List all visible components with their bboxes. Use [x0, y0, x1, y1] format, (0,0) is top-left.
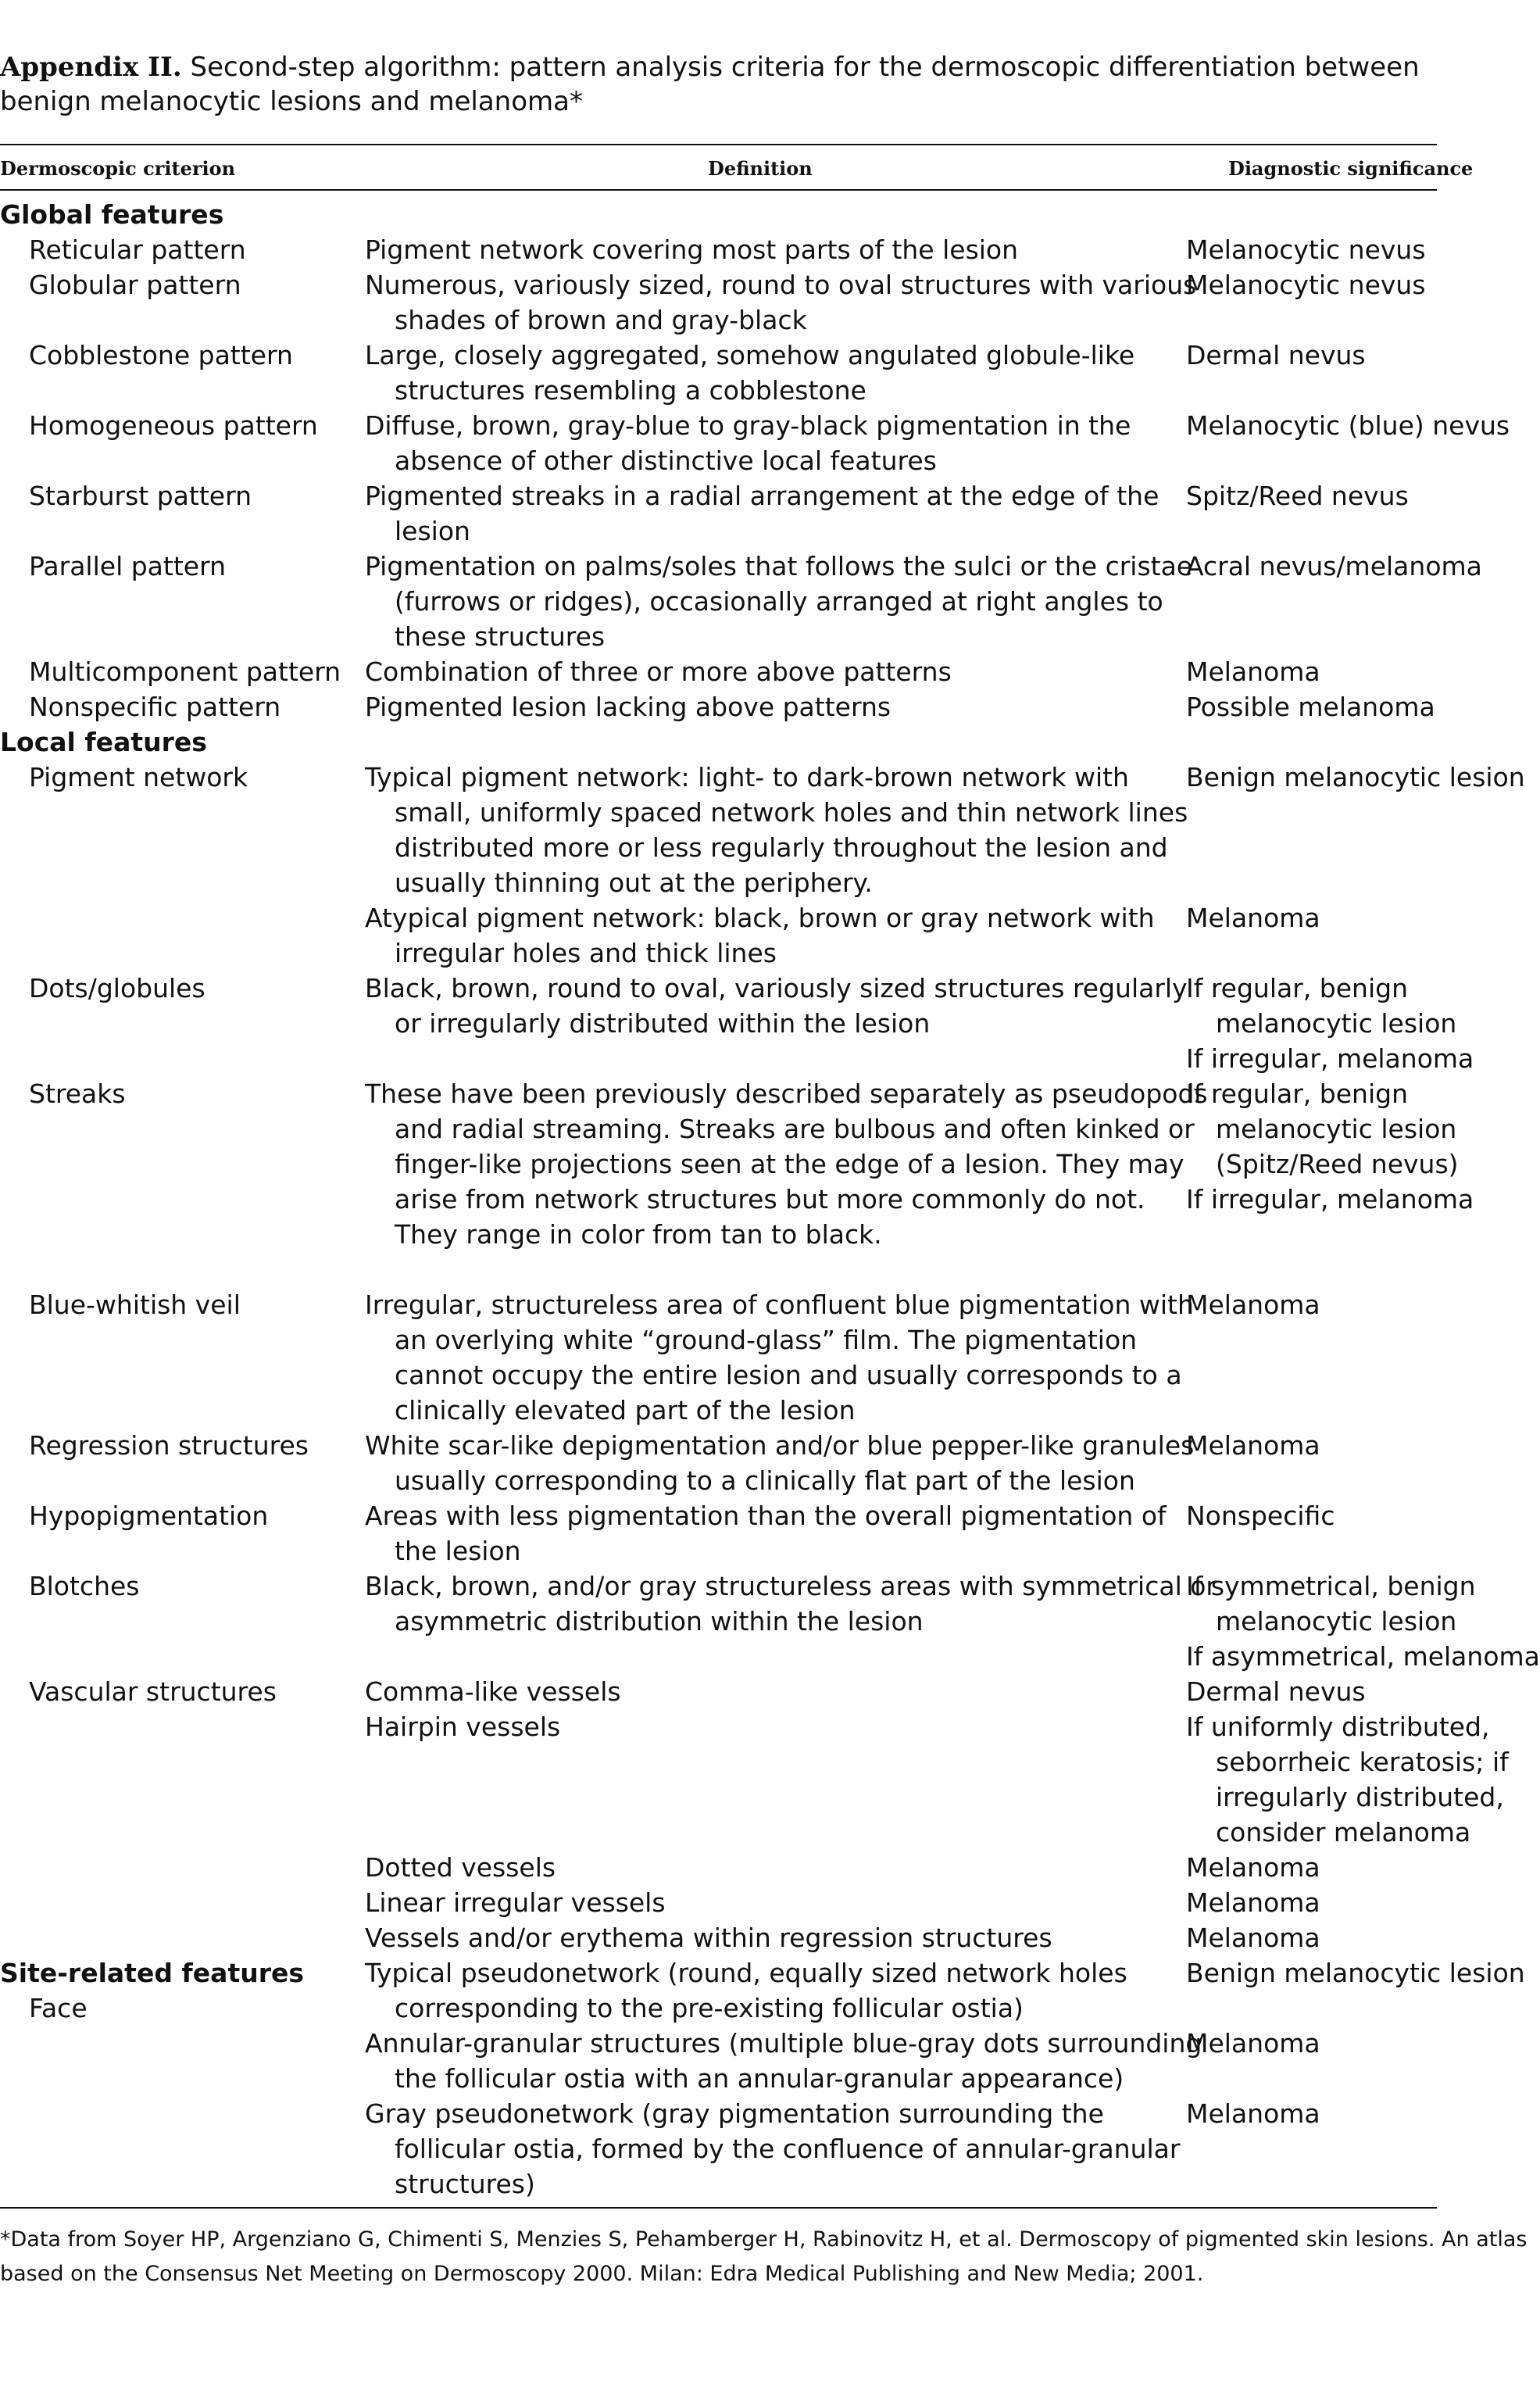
footnote [0, 2223, 1527, 2291]
definition-line: irregular holes and thick lines [395, 938, 777, 968]
section-heading: Local features [0, 727, 207, 757]
table-row [0, 1076, 1474, 1287]
definition-line: Combination of three or more above patterns [365, 656, 952, 687]
definition-line: these structures [395, 621, 606, 652]
definition-cell [365, 1885, 1177, 1920]
definition-line: structures resembling a cobblestone [395, 375, 866, 406]
significance-line: Melanoma [1186, 1887, 1320, 1918]
table-row [0, 2026, 1437, 2096]
section-row [0, 197, 1437, 232]
definition-line: Hairpin vessels [365, 1712, 561, 1742]
definition-line: Irregular, structureless area of confluent blue pigmentation with [365, 1290, 1194, 1320]
table-row [0, 689, 1437, 724]
definition-line: Pigmented lesion lacking above patterns [365, 692, 891, 722]
criterion-name: Streaks [29, 1079, 126, 1109]
criterion-name: Cobblestone pattern [29, 340, 293, 370]
significance-cell [1186, 2026, 1467, 2061]
definition-line: Atypical pigment network: black, brown or gray network with [365, 903, 1155, 933]
definition-line: the lesion [395, 1536, 521, 1566]
table-row [0, 1920, 1437, 1955]
table-header-rule [0, 189, 1437, 191]
definition-line: These have been previously described separately as pseudopods [365, 1079, 1208, 1109]
definition-line: absence of other distinctive local features [395, 445, 937, 476]
significance-line: If regular, benign [1186, 1079, 1408, 1109]
definition-cell [365, 478, 1177, 549]
definition-line: Pigment network covering most parts of the lesion [365, 234, 1019, 265]
table-row [0, 760, 1525, 900]
criterion-name: Parallel pattern [29, 551, 226, 581]
definition-cell [365, 1428, 1195, 1498]
definition-line: Annular-granular structures (multiple blue-gray dots surrounding [365, 2028, 1202, 2059]
significance-line: Melanoma [1186, 1430, 1320, 1461]
significance-line: If uniformly distributed, [1186, 1712, 1490, 1742]
definition-cell [365, 2026, 1202, 2096]
criterion-name: Multicomponent pattern [29, 656, 341, 687]
table-row [0, 1850, 1437, 1885]
significance-line: seborrheic keratosis; if [1216, 1747, 1509, 1777]
definition-cell [365, 1498, 1177, 1569]
table-row [0, 478, 1437, 549]
definition-line: Black, brown, round to oval, variously sized structures regularly [365, 973, 1188, 1003]
criterion-name: Homogeneous pattern [29, 410, 318, 441]
definition-cell [365, 2096, 1181, 2202]
definition-line: Numerous, variously sized, round to oval structures with various [365, 270, 1197, 300]
appendix-label: Appendix II. [0, 52, 182, 83]
significance-cell [1186, 1709, 1509, 1850]
definition-line: (furrows or ridges), occasionally arranged at right angles to [395, 586, 1163, 617]
definition-cell [365, 338, 1177, 408]
criterion-name: Globular pattern [29, 270, 241, 300]
significance-line: Spitz/Reed nevus [1186, 481, 1409, 511]
definition-line: Gray pseudonetwork (gray pigmentation surrounding the [365, 2098, 1104, 2129]
section-row [0, 724, 1437, 760]
definition-cell [365, 900, 1177, 971]
definition-line: Vessels and/or erythema within regression structures [365, 1923, 1052, 1953]
table-header [0, 153, 1474, 184]
definition-line: Large, closely aggregated, somehow angulated globule-like [365, 340, 1135, 370]
definition-cell [365, 1674, 1177, 1709]
significance-line: Melanoma [1186, 2028, 1320, 2059]
definition-line: They range in color from tan to black. [395, 1219, 882, 1250]
significance-cell [1186, 1428, 1467, 1463]
table-row [0, 338, 1437, 408]
significance-line: melanocytic lesion [1216, 1114, 1457, 1144]
significance-cell [1186, 689, 1467, 724]
table-top-rule [0, 144, 1437, 145]
definition-line: clinically elevated part of the lesion [395, 1395, 856, 1426]
significance-line: Acral nevus/melanoma [1186, 551, 1482, 581]
definition-cell [365, 1920, 1177, 1955]
significance-cell [1186, 1885, 1467, 1920]
definition-cell [365, 267, 1197, 338]
table-row [0, 1287, 1437, 1428]
appendix-title [0, 50, 1453, 119]
significance-cell [1186, 971, 1474, 1076]
definition-line: or irregularly distributed within the lesion [395, 1008, 931, 1039]
definition-cell [365, 1850, 1177, 1885]
section-heading: Site-related features [0, 1958, 305, 1988]
significance-line: If irregular, melanoma [1186, 1184, 1474, 1214]
significance-line: Melanoma [1186, 1923, 1320, 1953]
significance-line: If symmetrical, benign [1186, 1571, 1476, 1601]
significance-cell [1186, 654, 1467, 689]
table-row [0, 1428, 1437, 1498]
criterion-name: Pigment network [29, 762, 248, 792]
definition-line: Areas with less pigmentation than the overall pigmentation of [365, 1501, 1167, 1531]
criterion-name: Regression structures [29, 1430, 309, 1461]
table-row [0, 408, 1510, 478]
criterion-name: Vascular structures [29, 1676, 277, 1707]
definition-line: Typical pseudonetwork (round, equally sized network holes [365, 1958, 1127, 1988]
significance-cell [1186, 408, 1510, 443]
definition-line: the follicular ostia with an annular-granular appearance) [395, 2063, 1124, 2094]
definition-line: an overlying white “ground-glass” film. The pigmentation [395, 1325, 1138, 1355]
criterion-name: Blotches [29, 1571, 140, 1601]
significance-line: Dermal nevus [1186, 1676, 1366, 1707]
title-text-1: Second-step algorithm: pattern analysis criteria for the dermoscopic differentiation between [190, 52, 1420, 83]
section-and-criterion [0, 1955, 344, 2026]
definition-line: shades of brown and gray-black [395, 305, 807, 335]
definition-line: Typical pigment network: light- to dark-brown network with [365, 762, 1129, 792]
significance-cell [1186, 549, 1482, 584]
definition-cell [365, 232, 1177, 267]
definition-line: Black, brown, and/or gray structureless areas with symmetrical or [365, 1571, 1217, 1601]
significance-line: irregularly distributed, [1216, 1782, 1504, 1812]
definition-cell [365, 1709, 1177, 1744]
significance-line: If asymmetrical, melanoma [1186, 1641, 1540, 1672]
footnote-line-2: based on the Consensus Net Meeting on Dermoscopy 2000. Milan: Edra Medical Publishing and New Media; 2001. [0, 2262, 1204, 2286]
table-bottom-rule [0, 2207, 1437, 2209]
significance-cell [1186, 1920, 1467, 1955]
definition-line: Pigmentation on palms/soles that follows the sulci or the cristae [365, 551, 1193, 581]
definition-line: usually corresponding to a clinically flat part of the lesion [395, 1465, 1135, 1496]
table-row [0, 267, 1437, 338]
significance-line: Dermal nevus [1186, 340, 1366, 370]
table-row [0, 1569, 1540, 1674]
significance-line: Melanoma [1186, 1852, 1320, 1883]
significance-cell [1186, 2096, 1467, 2131]
significance-line: Possible melanoma [1186, 692, 1435, 722]
significance-line: Melanoma [1186, 2098, 1320, 2129]
definition-line: cannot occupy the entire lesion and usually corresponds to a [395, 1360, 1182, 1390]
definition-cell [365, 689, 1177, 724]
significance-line: Nonspecific [1186, 1501, 1335, 1531]
footnote-line-1: *Data from Soyer HP, Argenziano G, Chimenti S, Menzies S, Pehamberger H, Rabinovitz H, et al. Dermoscopy of pigmented skin lesions. An atlas [0, 2227, 1527, 2252]
definition-cell [365, 654, 1177, 689]
criterion-name: Nonspecific pattern [29, 692, 281, 722]
criterion-name: Starburst pattern [29, 481, 252, 511]
definition-line: distributed more or less regularly throughout the lesion and [395, 832, 1168, 863]
definition-cell [365, 408, 1177, 478]
table-row [0, 549, 1482, 654]
significance-line: Melanoma [1186, 903, 1320, 933]
significance-line: Melanocytic nevus [1186, 234, 1426, 265]
significance-line: Melanocytic (blue) nevus [1186, 410, 1510, 441]
table-row [0, 900, 1437, 971]
section-heading: Global features [0, 199, 224, 230]
significance-cell [1186, 1287, 1467, 1322]
definition-line: finger-like projections seen at the edge of a lesion. They may [395, 1149, 1184, 1179]
significance-cell [1186, 760, 1525, 795]
definition-line: corresponding to the pre-existing follicular ostia) [395, 1993, 1024, 2023]
criterion-name: Blue-whitish veil [29, 1290, 241, 1320]
table-row [0, 1674, 1437, 1709]
criterion-name: Reticular pattern [29, 234, 246, 265]
table-row [0, 1709, 1509, 1850]
definition-cell [365, 1569, 1217, 1639]
table-row [0, 232, 1437, 267]
definition-cell [365, 1955, 1177, 2026]
table-row [0, 1885, 1437, 1920]
significance-cell [1186, 1076, 1474, 1217]
criterion-name: Hypopigmentation [29, 1501, 269, 1531]
significance-cell [1186, 1674, 1467, 1709]
definition-line: Dotted vessels [365, 1852, 556, 1883]
definition-cell [365, 760, 1188, 900]
definition-cell [365, 971, 1188, 1041]
definition-line: follicular ostia, formed by the confluence of annular-granular [395, 2134, 1181, 2164]
table-row [0, 971, 1474, 1076]
header-criterion: Dermoscopic criterion [0, 157, 236, 180]
significance-cell [1186, 900, 1467, 935]
significance-cell [1186, 1955, 1525, 1991]
significance-line: (Spitz/Reed nevus) [1216, 1149, 1459, 1179]
significance-line: If regular, benign [1186, 973, 1408, 1003]
significance-line: If irregular, melanoma [1186, 1043, 1474, 1074]
significance-cell [1186, 1850, 1467, 1885]
header-significance: Diagnostic significance [1228, 157, 1474, 180]
definition-line: Diffuse, brown, gray-blue to gray-black pigmentation in the [365, 410, 1131, 441]
significance-cell [1186, 267, 1467, 302]
definition-line: lesion [395, 516, 470, 546]
definition-cell [365, 1287, 1194, 1428]
significance-line: melanocytic lesion [1216, 1606, 1457, 1637]
definition-line: structures) [395, 2169, 535, 2199]
significance-line: Benign melanocytic lesion [1186, 1958, 1525, 1988]
title-line-1 [0, 50, 1453, 84]
definition-line: White scar-like depigmentation and/or blue pepper-like granules [365, 1430, 1195, 1461]
criterion-name: Dots/globules [29, 973, 205, 1003]
significance-line: melanocytic lesion [1216, 1008, 1457, 1039]
significance-line: Melanocytic nevus [1186, 270, 1426, 300]
definition-line: usually thinning out at the periphery. [395, 867, 873, 898]
definition-cell [365, 549, 1193, 654]
definition-line: asymmetric distribution within the lesion [395, 1606, 924, 1637]
definition-line: small, uniformly spaced network holes and thin network lines [395, 797, 1188, 828]
significance-line: Melanoma [1186, 1290, 1320, 1320]
definition-line: Linear irregular vessels [365, 1887, 666, 1918]
definition-line: Pigmented streaks in a radial arrangement at the edge of the [365, 481, 1159, 511]
table-body [0, 197, 1540, 2202]
significance-line: Melanoma [1186, 656, 1320, 687]
significance-cell [1186, 338, 1467, 373]
definition-line: and radial streaming. Streaks are bulbous and often kinked or [395, 1114, 1195, 1144]
definition-line: arise from network structures but more commonly do not. [395, 1184, 1145, 1214]
title-line-2: benign melanocytic lesions and melanoma* [0, 86, 583, 117]
definition-line: Comma-like vessels [365, 1676, 621, 1707]
criterion-name: Face [29, 1993, 88, 2023]
significance-cell [1186, 1569, 1540, 1674]
significance-cell [1186, 232, 1467, 267]
section-row [0, 1955, 1525, 2026]
significance-cell [1186, 478, 1467, 513]
header-definition: Definition [708, 157, 813, 180]
table-row [0, 654, 1437, 689]
definition-cell [365, 1076, 1208, 1252]
significance-line: Benign melanocytic lesion [1186, 762, 1525, 792]
significance-line: consider melanoma [1216, 1817, 1471, 1848]
table-row [0, 2096, 1437, 2202]
table-row [0, 1498, 1437, 1569]
significance-cell [1186, 1498, 1467, 1533]
